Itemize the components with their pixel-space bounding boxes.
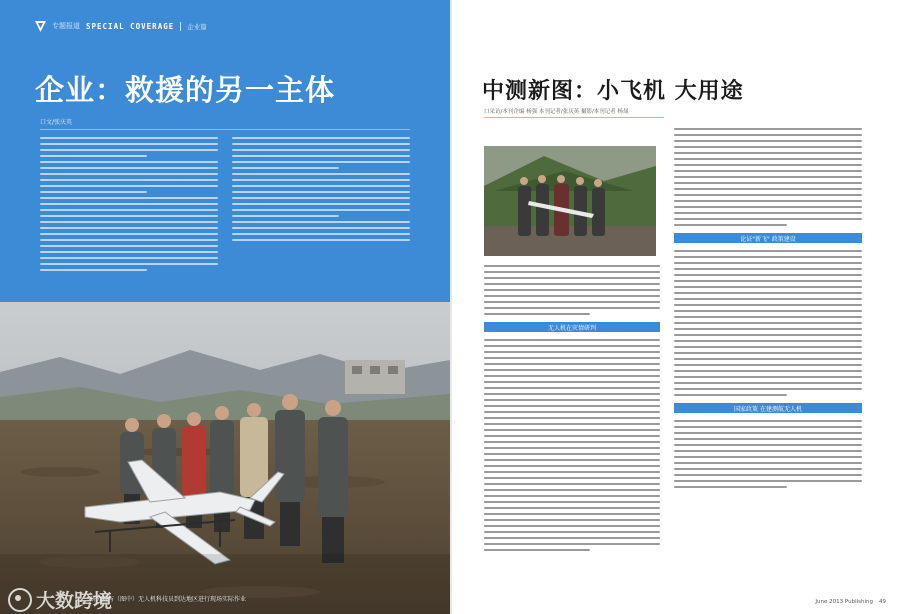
body-text-columns	[40, 137, 410, 277]
title-rule	[484, 117, 664, 118]
section-sub-label: 企业篇	[187, 22, 207, 31]
article-title: 中测新图：小飞机 大用途	[482, 79, 744, 104]
section-label-cn: 专题报道	[52, 22, 80, 30]
byline: 口采访/本刊企编 杨强 本刊记者/张庆英 摄影/本刊记者 杨晟	[484, 109, 629, 115]
text-column	[484, 265, 660, 551]
team-photo	[0, 302, 450, 614]
section-label-en: SPECIAL COVERAGE	[86, 21, 175, 31]
footer-publication: June 2013 Publishing	[815, 599, 873, 605]
byline: 口文/张庆英	[40, 119, 73, 126]
title-rule	[40, 129, 410, 130]
text-column	[674, 128, 862, 488]
magazine-logo-icon	[35, 21, 46, 32]
tent-photo-illustration	[484, 146, 656, 256]
right-page	[452, 0, 900, 614]
watermark-logo-icon	[8, 588, 32, 612]
field-photo-illustration	[0, 302, 450, 614]
group-photo	[484, 146, 656, 256]
article-title: 企业：救援的另一主体	[35, 73, 336, 107]
subheading: 无人机在灾情研判	[484, 322, 660, 332]
text-column	[232, 137, 410, 277]
page-footer	[815, 599, 886, 605]
watermark-text: 大数跨境	[36, 590, 113, 612]
page-number: 49	[879, 599, 886, 605]
subheading: 论证"新飞" 政策建设	[674, 233, 862, 243]
text-column	[40, 137, 218, 277]
subheading: 国家政策 在建测航无人机	[674, 403, 862, 413]
divider	[180, 22, 181, 31]
photo-caption: 研究院与（图中）无人机科技员到达地区进行现场实际作业	[90, 596, 247, 603]
section-header	[35, 19, 207, 33]
watermark	[8, 586, 112, 613]
